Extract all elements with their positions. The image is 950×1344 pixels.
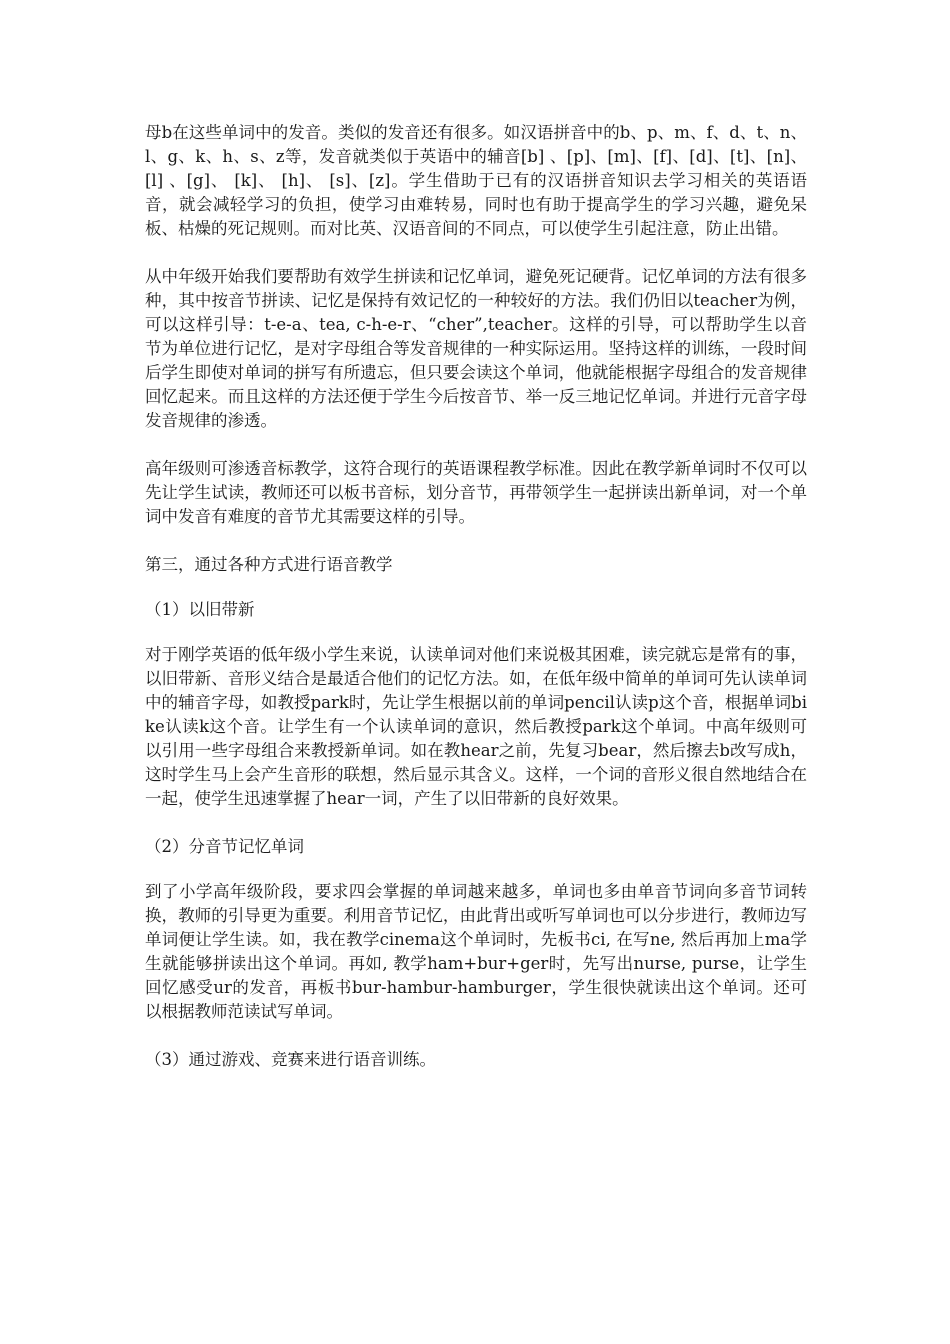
paragraph-syllable-reading: 从中年级开始我们要帮助有效学生拼读和记忆单词，避免死记硬背。记忆单词的方法有很多种，其中按音节拼读、记忆是保持有效记忆的一种较好的方法。我们仍旧以teacher为例，可以这样引导：t-e-a、tea, c-h-e-r、“cher”,teacher。这样的引导，可以帮助学生以音节为单位进行记忆，是对字母组合等发音规律的一种实际运用。坚持这样的训练，一段时间后学生即使对单词的拼写有所遗忘，但只要会读这个单词，他就能根据字母组合的发音规律回忆起来。而且这样的方法还便于学生今后按音节、举一反三地记忆单词。并进行元音字母发音规律的渗透。 (145, 267, 807, 430)
subheading-1: （1）以旧带新 (145, 600, 255, 619)
section-heading-third: 第三，通过各种方式进行语音教学 (145, 555, 393, 574)
paragraph-syllable-memory: 到了小学高年级阶段，要求四会掌握的单词越来越多，单词也多由单音节词向多音节词转换，教师的引导更为重要。利用音节记忆，由此背出或听写单词也可以分步进行，教师边写单词便让学生读。如，我在教学cinema这个单词时，先板书ci, 在写ne, 然后再加上ma学生就能够拼读出这个单词。再如, 教学ham+bur+ger时，先写出nurse, purse，让学生回忆感受ur的发音，再板书bur-hambur-hamburger，学生很快就读出这个单词。还可以根据教师范读试写单词。 (145, 882, 807, 1021)
paragraph-pinyin-comparison: 母b在这些单词中的发音。类似的发音还有很多。如汉语拼音中的b、p、m、f、d、t、n、l、g、k、h、s、z等，发音就类似于英语中的辅音[b] 、[p]、[m]、[f]、[d]、[t]、[n]、[l] 、[g]、 [k]、 [h]、 [s]、[z]。学生借助于已有的汉语拼音知识去学习相关的英语语音，就会减轻学习的负担，使学习由难转易，同时也有助于提高学生的学习兴趣，避免呆板、枯燥的死记规则。而对比英、汉语音间的不同点，可以使学生引起注意，防止出错。 (145, 123, 807, 238)
subheading-2: （2）分音节记忆单词 (145, 837, 304, 856)
paragraph-phonetic-teaching: 高年级则可渗透音标教学，这符合现行的英语课程教学标准。因此在教学新单词时不仅可以先让学生试读，教师还可以板书音标，划分音节，再带领学生一起拼读出新单词，对一个单词中发音有难度的音节尤其需要这样的引导。 (145, 459, 807, 526)
paragraph-old-to-new: 对于刚学英语的低年级小学生来说，认读单词对他们来说极其困难，读完就忘是常有的事，以旧带新、音形义结合是最适合他们的记忆方法。如，在低年级中简单的单词可先认读单词中的辅音字母，如教授park时，先让学生根据以前的单词pencil认读p这个音，根据单词bike认读k这个音。让学生有一个认读单词的意识，然后教授park这个单词。中高年级则可以引用一些字母组合来教授新单词。如在教hear之前，先复习bear，然后擦去b改写成h，这时学生马上会产生音形的联想，然后显示其含义。这样，一个词的音形义很自然地结合在一起，使学生迅速掌握了hear一词，产生了以旧带新的良好效果。 (145, 645, 807, 808)
document-body (145, 121, 807, 1093)
subheading-3: （3）通过游戏、竞赛来进行语音训练。 (145, 1050, 436, 1069)
